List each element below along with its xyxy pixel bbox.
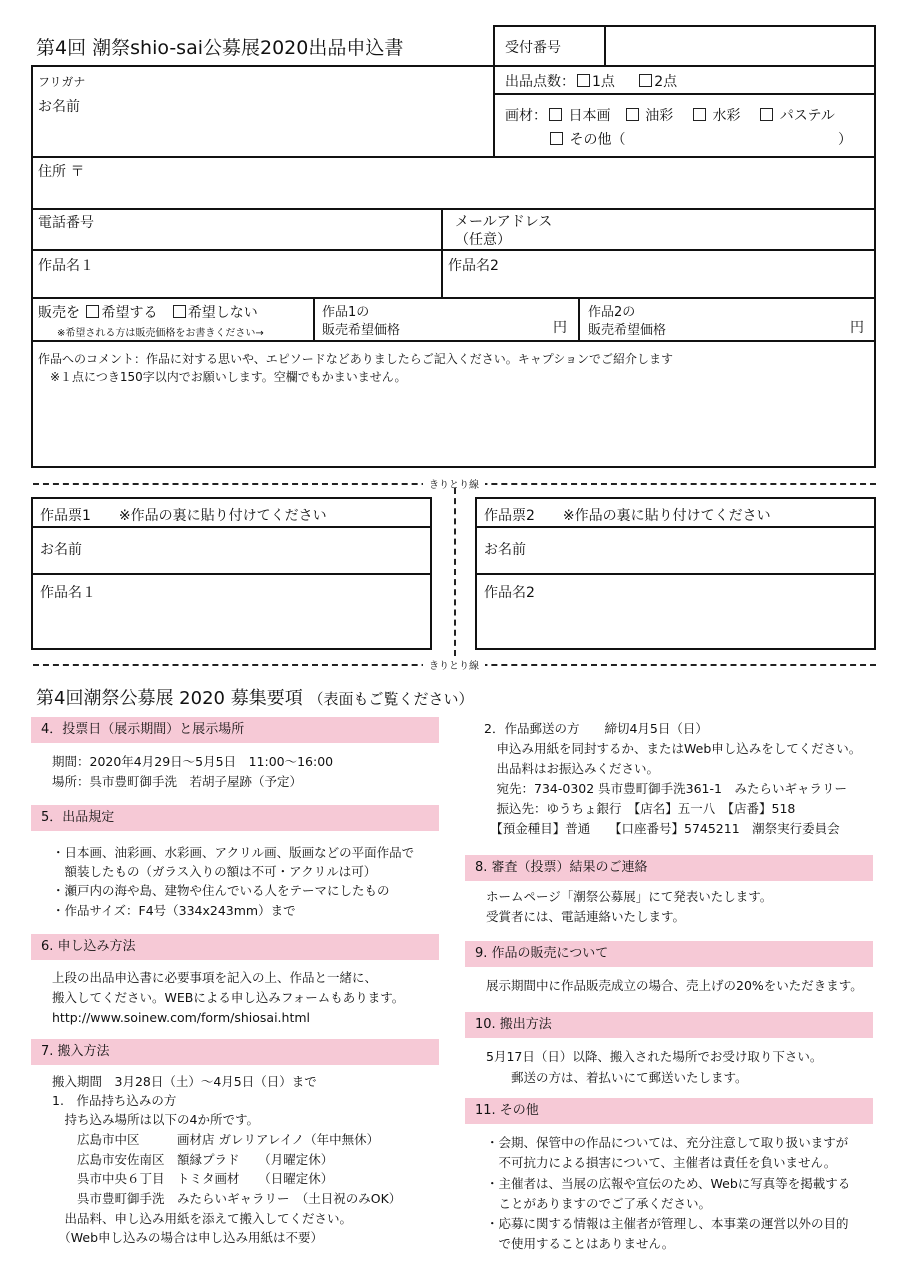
medium-pastel-label: パステル	[779, 108, 835, 124]
sale-yes-checkbox[interactable]	[86, 305, 99, 318]
medium-nihonga-checkbox[interactable]	[549, 108, 562, 121]
sale-row	[38, 302, 258, 322]
medium-row	[505, 105, 835, 125]
email-field[interactable]	[443, 210, 874, 247]
sec6-line: 搬入してください。WEBによる申し込みフォームもあります。	[52, 990, 405, 1005]
price2-label-b: 販売希望価格	[588, 323, 667, 338]
sec7b-line: 2．作品郵送の方 締切4月5日（日）	[484, 721, 708, 736]
ticket2-title: 作品票2 ※作品の裏に貼り付けてください	[484, 508, 771, 524]
sec5-line: 額装したもの（ガラス入りの額は不可・アクリルは可）	[52, 864, 377, 879]
sec8-line: ホームページ「潮祭公募展」にて発表いたします。	[486, 889, 773, 904]
medium-nihonga-label: 日本画	[568, 108, 611, 124]
sale-no-label: 希望しない	[187, 305, 258, 321]
cut-line-bottom-label: きりとり線	[423, 657, 485, 672]
price1-field[interactable]	[420, 299, 550, 338]
sec11-line: ・応募に関する情報は主催者が管理し、本事業の運営以外の目的	[486, 1216, 849, 1231]
ticket2-name-field[interactable]	[477, 528, 874, 571]
phone-field[interactable]	[33, 210, 439, 247]
sec7b-line: 【預金種目】普通 【口座番号】5745211 潮祭実行委員会	[484, 821, 840, 836]
sec7-line: 広島市中区 画材店 ガレリアレイノ（年中無休）	[52, 1132, 380, 1147]
comment-field[interactable]	[33, 386, 874, 466]
price2-label-a: 作品2の	[588, 305, 636, 320]
sec7-line: （Web申し込みの場合は申し込み用紙は不要）	[52, 1230, 324, 1245]
sec7-line: 呉市豊町御手洗 みたらいギャラリー （土日祝のみOK）	[52, 1191, 402, 1206]
sec7b-line: 申込み用紙を同封するか、またはWeb申し込みをしてください。	[484, 741, 862, 756]
guide-title-row	[36, 684, 473, 710]
sec5-line: ・日本画、油彩画、水彩画、アクリル画、版画などの平面作品で	[52, 845, 415, 860]
price2-yen: 円	[850, 320, 864, 336]
sec4-heading: 4．投票日（展示期間）と展示場所	[31, 717, 439, 743]
medium-other-row	[548, 129, 625, 149]
entry-count-label: 出品点数：	[505, 74, 575, 90]
sec7b-line: 振込先：ゆうちょ銀行 【店名】五一八 【店番】518	[484, 801, 796, 816]
sec10-line: 5月17日（日）以降、搬入された場所でお受け取り下さい。	[486, 1049, 823, 1064]
sec7-line: 出品料、申し込み用紙を添えて搬入してください。	[52, 1211, 353, 1226]
medium-oil-label: 油彩	[645, 108, 674, 124]
address-field[interactable]	[33, 158, 874, 206]
sec5-heading: 5．出品規定	[31, 805, 439, 831]
guide-title: 第4回潮祭公募展 2020 募集要項	[36, 688, 303, 709]
sec11-line: 不可抗力による損害について、主催者は責任を負いません。	[486, 1155, 837, 1170]
work1-field[interactable]	[33, 251, 439, 295]
sec7-line: 1. 作品持ち込みの方	[52, 1093, 177, 1108]
sec7-line: 広島市安佐南区 額縁プラド （月曜定休）	[52, 1152, 334, 1167]
sec9-line: 展示期間中に作品販売成立の場合、売上げの20%をいただきます。	[486, 978, 863, 993]
sale-label: 販売を	[38, 305, 80, 321]
sec5-line: ・作品サイズ：F4号（334x243mm）まで	[52, 903, 296, 918]
work2-field[interactable]	[443, 251, 874, 295]
sec11-heading: 11. その他	[465, 1098, 873, 1124]
sec10-heading: 10. 搬出方法	[465, 1012, 873, 1038]
email-label: メールアドレス	[455, 214, 553, 230]
name-label: お名前	[38, 99, 80, 115]
sec9-heading: 9. 作品の販売について	[465, 941, 873, 967]
guide-title-note: （表面もご覧ください）	[308, 690, 474, 708]
cut-line-middle	[454, 488, 456, 656]
sec11-line: ・主催者は、当展の広報や宣伝のため、Webに写真等を掲載する	[486, 1176, 851, 1191]
sale-note: ※希望される方は販売価格をお書きください→	[57, 328, 264, 339]
sec5-line: ・瀬戸内の海や島、建物や住んでいる人をテーマにしたもの	[52, 883, 390, 898]
sale-yes-label: 希望する	[101, 305, 158, 321]
medium-other-checkbox[interactable]	[550, 132, 563, 145]
sale-no-checkbox[interactable]	[173, 305, 186, 318]
address-label: 住所 〒	[38, 164, 85, 180]
sec4-line: 期間：2020年4月29日～5月5日 11:00～16:00	[52, 754, 334, 769]
price2-field[interactable]	[690, 299, 845, 338]
cut-line-top-label: きりとり線	[423, 476, 485, 491]
furigana-label: フリガナ	[38, 75, 86, 89]
medium-watercolor-label: 水彩	[712, 108, 741, 124]
form-title: 第4回 潮祭shio-sai公募展2020出品申込書	[36, 37, 404, 59]
entry-count-row	[505, 71, 677, 91]
medium-pastel-checkbox[interactable]	[760, 108, 773, 121]
ticket2-work-label: 作品名2	[484, 585, 535, 601]
email-note: （任意）	[455, 232, 511, 248]
sec11-line: ・会期、保管中の作品については、充分注意して取り扱いますが	[486, 1135, 849, 1150]
price1-yen: 円	[553, 320, 567, 336]
receipt-number-label: 受付番号	[505, 40, 561, 56]
sec4-line: 場所：呉市豊町御手洗 若胡子屋跡（予定）	[52, 774, 303, 789]
price1-label-b: 販売希望価格	[322, 323, 401, 338]
sec6-line: 上段の出品申込書に必要事項を記入の上、作品と一緒に、	[52, 970, 378, 985]
sec6-heading: 6. 申し込み方法	[31, 934, 439, 960]
ticket1-name-field[interactable]	[33, 528, 430, 571]
ticket2-work-field[interactable]	[477, 575, 874, 648]
name-field[interactable]	[33, 67, 491, 154]
medium-oil-checkbox[interactable]	[626, 108, 639, 121]
sec8-heading: 8. 審査（投票）結果のご連絡	[465, 855, 873, 881]
entry-count-2-checkbox[interactable]	[639, 74, 652, 87]
entry-count-2-label: 2点	[654, 74, 678, 90]
comment-label: 作品へのコメント：作品に対する思いや、エピソードなどありましたらご記入ください。キャプションでご紹介します	[38, 352, 674, 366]
medium-other-close: ）	[838, 132, 852, 148]
sec7-line: 搬入期間 3月28日（土）～4月5日（日）まで	[52, 1074, 317, 1089]
medium-watercolor-checkbox[interactable]	[693, 108, 706, 121]
sec7b-line: 出品料はお振込みください。	[484, 761, 660, 776]
price1-label-a: 作品1の	[322, 305, 370, 320]
work1-label: 作品名１	[38, 258, 94, 274]
sec7-heading: 7. 搬入方法	[31, 1039, 439, 1065]
ticket1-name-label: お名前	[40, 542, 82, 558]
sec10-line: 郵送の方は、着払いにて郵送いたします。	[486, 1070, 748, 1085]
sec7-line: 持ち込み場所は以下の4か所です。	[52, 1112, 259, 1127]
ticket1-title: 作品票1 ※作品の裏に貼り付けてください	[40, 508, 327, 524]
sec8-line: 受賞者には、電話連絡いたします。	[486, 909, 686, 924]
ticket1-work-label: 作品名１	[40, 585, 96, 601]
phone-label: 電話番号	[38, 215, 94, 231]
sec7-line: 呉市中央６丁目 トミタ画材 （日曜定休）	[52, 1171, 334, 1186]
sec11-line: ことがありますのでご了承ください。	[486, 1196, 712, 1211]
sec7b-line: 宛先：734-0302 呉市豊町御手洗361-1 みたらいギャラリー	[484, 781, 847, 796]
work2-label: 作品名2	[448, 258, 499, 274]
medium-other-label: その他（	[569, 132, 626, 148]
medium-label: 画材：	[505, 108, 547, 124]
sec11-line: で使用することはありません。	[486, 1236, 675, 1251]
comment-note: ※１点につき150字以内でお願いします。空欄でもかまいません。	[50, 370, 407, 384]
sec6-url-link[interactable]: http://www.soinew.com/form/shiosai.html	[52, 1010, 310, 1025]
entry-count-1-label: 1点	[592, 74, 615, 90]
entry-count-1-checkbox[interactable]	[577, 74, 590, 87]
ticket2-name-label: お名前	[484, 542, 526, 558]
ticket1-work-field[interactable]	[33, 575, 430, 648]
receipt-number-field[interactable]	[606, 27, 874, 65]
